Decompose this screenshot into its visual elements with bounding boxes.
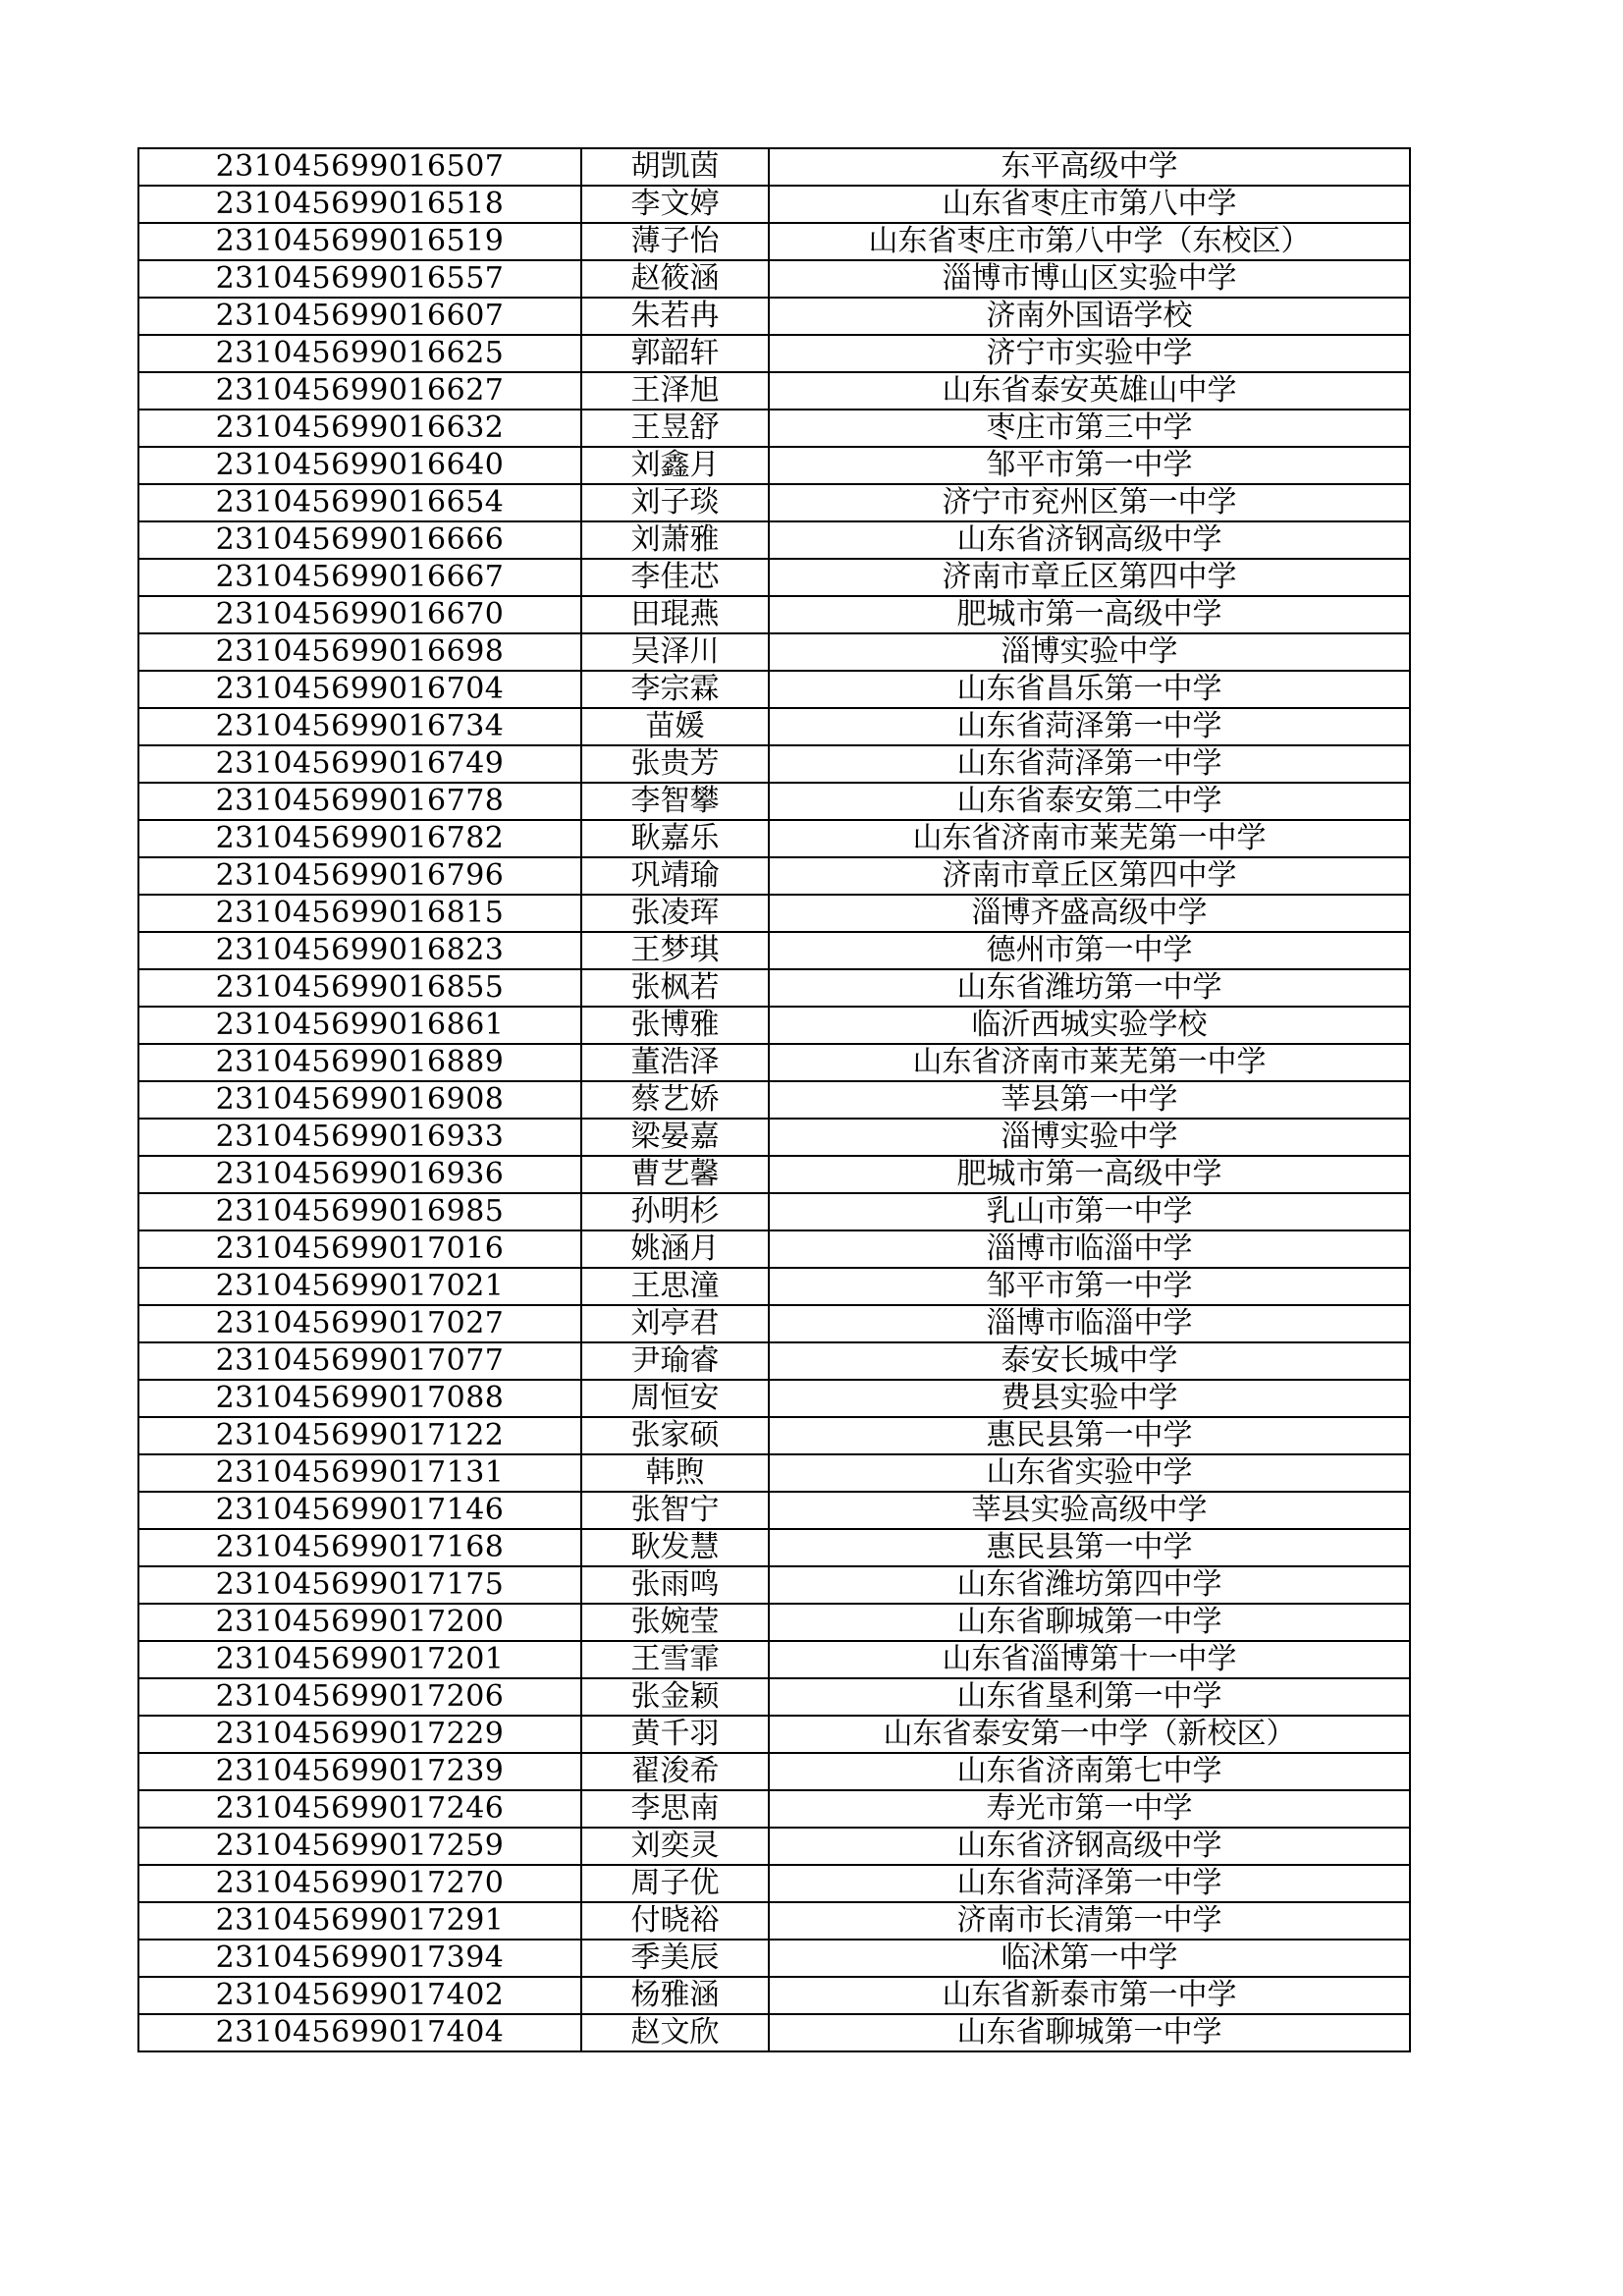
table-row — [138, 148, 1410, 186]
table-row — [138, 1566, 1410, 1604]
student-name-cell: 梁晏嘉 — [581, 1119, 769, 1156]
table-row — [138, 1902, 1410, 1940]
student-list-table — [137, 147, 1411, 2052]
school-name-cell: 山东省聊城第一中学 — [769, 1604, 1410, 1641]
school-name-cell: 山东省实验中学 — [769, 1454, 1410, 1492]
student-name-cell: 刘子琰 — [581, 484, 769, 521]
school-name-cell: 莘县实验高级中学 — [769, 1492, 1410, 1529]
student-name-cell: 郭韶轩 — [581, 335, 769, 372]
table-row — [138, 932, 1410, 969]
exam-number-cell: 231045699016698 — [138, 633, 581, 671]
exam-number-cell: 231045699017122 — [138, 1417, 581, 1454]
exam-number-cell: 231045699016889 — [138, 1044, 581, 1081]
school-name-cell: 淄博市临淄中学 — [769, 1230, 1410, 1268]
student-name-cell: 曹艺馨 — [581, 1156, 769, 1193]
table-row — [138, 1753, 1410, 1790]
school-name-cell: 山东省枣庄市第八中学 — [769, 186, 1410, 223]
exam-number-cell: 231045699016734 — [138, 708, 581, 745]
student-name-cell: 耿发慧 — [581, 1529, 769, 1566]
school-name-cell: 邹平市第一中学 — [769, 1268, 1410, 1305]
exam-number-cell: 231045699016627 — [138, 372, 581, 410]
table-row — [138, 1193, 1410, 1230]
exam-number-cell: 231045699017259 — [138, 1828, 581, 1865]
school-name-cell: 山东省菏泽第一中学 — [769, 708, 1410, 745]
table-row — [138, 1940, 1410, 1977]
student-name-cell: 朱若冉 — [581, 298, 769, 335]
exam-number-cell: 231045699017402 — [138, 1977, 581, 2014]
student-name-cell: 黄千羽 — [581, 1716, 769, 1753]
school-name-cell: 山东省枣庄市第八中学（东校区） — [769, 223, 1410, 260]
school-name-cell: 淄博实验中学 — [769, 633, 1410, 671]
table-row — [138, 223, 1410, 260]
student-name-cell: 张凌珲 — [581, 895, 769, 932]
school-name-cell: 费县实验中学 — [769, 1380, 1410, 1417]
exam-number-cell: 231045699017394 — [138, 1940, 581, 1977]
school-name-cell: 山东省泰安英雄山中学 — [769, 372, 1410, 410]
exam-number-cell: 231045699016985 — [138, 1193, 581, 1230]
school-name-cell: 肥城市第一高级中学 — [769, 1156, 1410, 1193]
school-name-cell: 山东省菏泽第一中学 — [769, 1865, 1410, 1902]
table-row — [138, 1678, 1410, 1716]
student-name-cell: 刘萧雅 — [581, 521, 769, 559]
table-row — [138, 1342, 1410, 1380]
exam-number-cell: 231045699016704 — [138, 671, 581, 708]
exam-number-cell: 231045699017246 — [138, 1790, 581, 1828]
student-name-cell: 王昱舒 — [581, 410, 769, 447]
school-name-cell: 山东省菏泽第一中学 — [769, 745, 1410, 783]
exam-number-cell: 231045699017270 — [138, 1865, 581, 1902]
exam-number-cell: 231045699016933 — [138, 1119, 581, 1156]
exam-number-cell: 231045699017239 — [138, 1753, 581, 1790]
table-row — [138, 1230, 1410, 1268]
school-name-cell: 惠民县第一中学 — [769, 1417, 1410, 1454]
table-row — [138, 857, 1410, 895]
table-row — [138, 1007, 1410, 1044]
student-name-cell: 张枫若 — [581, 969, 769, 1007]
student-name-cell: 刘奕灵 — [581, 1828, 769, 1865]
table-row — [138, 1380, 1410, 1417]
exam-number-cell: 231045699016625 — [138, 335, 581, 372]
school-name-cell: 济宁市兖州区第一中学 — [769, 484, 1410, 521]
school-name-cell: 德州市第一中学 — [769, 932, 1410, 969]
exam-number-cell: 231045699016666 — [138, 521, 581, 559]
exam-number-cell: 231045699016632 — [138, 410, 581, 447]
exam-number-cell: 231045699017229 — [138, 1716, 581, 1753]
table-row — [138, 708, 1410, 745]
table-row — [138, 745, 1410, 783]
table-row — [138, 2014, 1410, 2051]
school-name-cell: 临沭第一中学 — [769, 1940, 1410, 1977]
student-name-cell: 张贵芳 — [581, 745, 769, 783]
table-row — [138, 1081, 1410, 1119]
table-row — [138, 1156, 1410, 1193]
student-name-cell: 王雪霏 — [581, 1641, 769, 1678]
exam-number-cell: 231045699016557 — [138, 260, 581, 298]
exam-number-cell: 231045699016654 — [138, 484, 581, 521]
school-name-cell: 淄博齐盛高级中学 — [769, 895, 1410, 932]
school-name-cell: 山东省济南市莱芜第一中学 — [769, 1044, 1410, 1081]
exam-number-cell: 231045699017131 — [138, 1454, 581, 1492]
exam-number-cell: 231045699017088 — [138, 1380, 581, 1417]
school-name-cell: 济南市章丘区第四中学 — [769, 857, 1410, 895]
table-row — [138, 1119, 1410, 1156]
exam-number-cell: 231045699016815 — [138, 895, 581, 932]
school-name-cell: 邹平市第一中学 — [769, 447, 1410, 484]
student-name-cell: 刘亭君 — [581, 1305, 769, 1342]
exam-number-cell: 231045699017016 — [138, 1230, 581, 1268]
exam-number-cell: 231045699016607 — [138, 298, 581, 335]
school-name-cell: 山东省济南市莱芜第一中学 — [769, 820, 1410, 857]
student-name-cell: 张家硕 — [581, 1417, 769, 1454]
school-name-cell: 山东省泰安第二中学 — [769, 783, 1410, 820]
school-name-cell: 山东省垦利第一中学 — [769, 1678, 1410, 1716]
school-name-cell: 山东省济钢高级中学 — [769, 1828, 1410, 1865]
table-row — [138, 372, 1410, 410]
school-name-cell: 淄博市临淄中学 — [769, 1305, 1410, 1342]
school-name-cell: 济南市章丘区第四中学 — [769, 559, 1410, 596]
student-name-cell: 李智攀 — [581, 783, 769, 820]
table-row — [138, 1716, 1410, 1753]
student-name-cell: 王梦琪 — [581, 932, 769, 969]
school-name-cell: 山东省淄博第十一中学 — [769, 1641, 1410, 1678]
student-name-cell: 李宗霖 — [581, 671, 769, 708]
student-name-cell: 杨雅涵 — [581, 1977, 769, 2014]
school-name-cell: 淄博实验中学 — [769, 1119, 1410, 1156]
school-name-cell: 山东省济南第七中学 — [769, 1753, 1410, 1790]
table-row — [138, 1828, 1410, 1865]
exam-number-cell: 231045699017168 — [138, 1529, 581, 1566]
student-name-cell: 董浩泽 — [581, 1044, 769, 1081]
student-name-cell: 胡凯茵 — [581, 148, 769, 186]
school-name-cell: 山东省潍坊第一中学 — [769, 969, 1410, 1007]
school-name-cell: 山东省潍坊第四中学 — [769, 1566, 1410, 1604]
exam-number-cell: 231045699016640 — [138, 447, 581, 484]
student-name-cell: 巩靖瑜 — [581, 857, 769, 895]
student-name-cell: 吴泽川 — [581, 633, 769, 671]
table-row — [138, 1492, 1410, 1529]
school-name-cell: 山东省新泰市第一中学 — [769, 1977, 1410, 2014]
exam-number-cell: 231045699017404 — [138, 2014, 581, 2051]
exam-number-cell: 231045699017027 — [138, 1305, 581, 1342]
table-row — [138, 820, 1410, 857]
school-name-cell: 乳山市第一中学 — [769, 1193, 1410, 1230]
table-row — [138, 484, 1410, 521]
exam-number-cell: 231045699016908 — [138, 1081, 581, 1119]
school-name-cell: 惠民县第一中学 — [769, 1529, 1410, 1566]
exam-number-cell: 231045699017201 — [138, 1641, 581, 1678]
student-name-cell: 张雨鸣 — [581, 1566, 769, 1604]
table-row — [138, 298, 1410, 335]
table-row — [138, 260, 1410, 298]
school-name-cell: 泰安长城中学 — [769, 1342, 1410, 1380]
exam-number-cell: 231045699017077 — [138, 1342, 581, 1380]
exam-number-cell: 231045699016855 — [138, 969, 581, 1007]
student-name-cell: 张婉莹 — [581, 1604, 769, 1641]
student-name-cell: 张金颖 — [581, 1678, 769, 1716]
student-name-cell: 孙明杉 — [581, 1193, 769, 1230]
table-row — [138, 1790, 1410, 1828]
table-row — [138, 1417, 1410, 1454]
table-row — [138, 633, 1410, 671]
table-row — [138, 447, 1410, 484]
school-name-cell: 淄博市博山区实验中学 — [769, 260, 1410, 298]
table-row — [138, 521, 1410, 559]
table-row — [138, 559, 1410, 596]
exam-number-cell: 231045699016782 — [138, 820, 581, 857]
table-row — [138, 783, 1410, 820]
table-row — [138, 596, 1410, 633]
school-name-cell: 山东省聊城第一中学 — [769, 2014, 1410, 2051]
table-row — [138, 1529, 1410, 1566]
student-name-cell: 季美辰 — [581, 1940, 769, 1977]
exam-number-cell: 231045699017200 — [138, 1604, 581, 1641]
table-row — [138, 1865, 1410, 1902]
school-name-cell: 济南外国语学校 — [769, 298, 1410, 335]
exam-number-cell: 231045699017021 — [138, 1268, 581, 1305]
exam-number-cell: 231045699016861 — [138, 1007, 581, 1044]
school-name-cell: 枣庄市第三中学 — [769, 410, 1410, 447]
student-name-cell: 王思潼 — [581, 1268, 769, 1305]
student-name-cell: 尹瑜睿 — [581, 1342, 769, 1380]
school-name-cell: 东平高级中学 — [769, 148, 1410, 186]
table-row — [138, 895, 1410, 932]
school-name-cell: 山东省昌乐第一中学 — [769, 671, 1410, 708]
school-name-cell: 济南市长清第一中学 — [769, 1902, 1410, 1940]
school-name-cell: 山东省泰安第一中学（新校区） — [769, 1716, 1410, 1753]
student-name-cell: 付晓裕 — [581, 1902, 769, 1940]
student-name-cell: 张博雅 — [581, 1007, 769, 1044]
student-name-cell: 李思南 — [581, 1790, 769, 1828]
student-name-cell: 赵文欣 — [581, 2014, 769, 2051]
student-name-cell: 周子优 — [581, 1865, 769, 1902]
table-row — [138, 186, 1410, 223]
table-row — [138, 1044, 1410, 1081]
exam-number-cell: 231045699016670 — [138, 596, 581, 633]
exam-number-cell: 231045699016936 — [138, 1156, 581, 1193]
student-name-cell: 赵筱涵 — [581, 260, 769, 298]
exam-number-cell: 231045699016518 — [138, 186, 581, 223]
table-row — [138, 1305, 1410, 1342]
student-name-cell: 蔡艺娇 — [581, 1081, 769, 1119]
student-name-cell: 翟浚希 — [581, 1753, 769, 1790]
school-name-cell: 肥城市第一高级中学 — [769, 596, 1410, 633]
student-name-cell: 李佳芯 — [581, 559, 769, 596]
school-name-cell: 莘县第一中学 — [769, 1081, 1410, 1119]
student-name-cell: 姚涵月 — [581, 1230, 769, 1268]
exam-number-cell: 231045699016823 — [138, 932, 581, 969]
table-row — [138, 1268, 1410, 1305]
exam-number-cell: 231045699016519 — [138, 223, 581, 260]
school-name-cell: 济宁市实验中学 — [769, 335, 1410, 372]
exam-number-cell: 231045699016778 — [138, 783, 581, 820]
table-row — [138, 1977, 1410, 2014]
student-name-cell: 韩煦 — [581, 1454, 769, 1492]
student-name-cell: 田琨燕 — [581, 596, 769, 633]
table-row — [138, 1641, 1410, 1678]
student-name-cell: 苗媛 — [581, 708, 769, 745]
student-name-cell: 薄子怡 — [581, 223, 769, 260]
table-row — [138, 410, 1410, 447]
school-name-cell: 临沂西城实验学校 — [769, 1007, 1410, 1044]
exam-number-cell: 231045699017175 — [138, 1566, 581, 1604]
table-body — [138, 148, 1410, 2051]
table-row — [138, 1604, 1410, 1641]
exam-number-cell: 231045699017291 — [138, 1902, 581, 1940]
table-row — [138, 335, 1410, 372]
table-row — [138, 969, 1410, 1007]
student-name-cell: 张智宁 — [581, 1492, 769, 1529]
table-row — [138, 671, 1410, 708]
exam-number-cell: 231045699016796 — [138, 857, 581, 895]
exam-number-cell: 231045699016749 — [138, 745, 581, 783]
exam-number-cell: 231045699016507 — [138, 148, 581, 186]
exam-number-cell: 231045699017146 — [138, 1492, 581, 1529]
school-name-cell: 山东省济钢高级中学 — [769, 521, 1410, 559]
student-name-cell: 耿嘉乐 — [581, 820, 769, 857]
school-name-cell: 寿光市第一中学 — [769, 1790, 1410, 1828]
student-name-cell: 刘鑫月 — [581, 447, 769, 484]
exam-number-cell: 231045699017206 — [138, 1678, 581, 1716]
student-name-cell: 王泽旭 — [581, 372, 769, 410]
exam-number-cell: 231045699016667 — [138, 559, 581, 596]
table-row — [138, 1454, 1410, 1492]
student-name-cell: 李文婷 — [581, 186, 769, 223]
student-name-cell: 周恒安 — [581, 1380, 769, 1417]
